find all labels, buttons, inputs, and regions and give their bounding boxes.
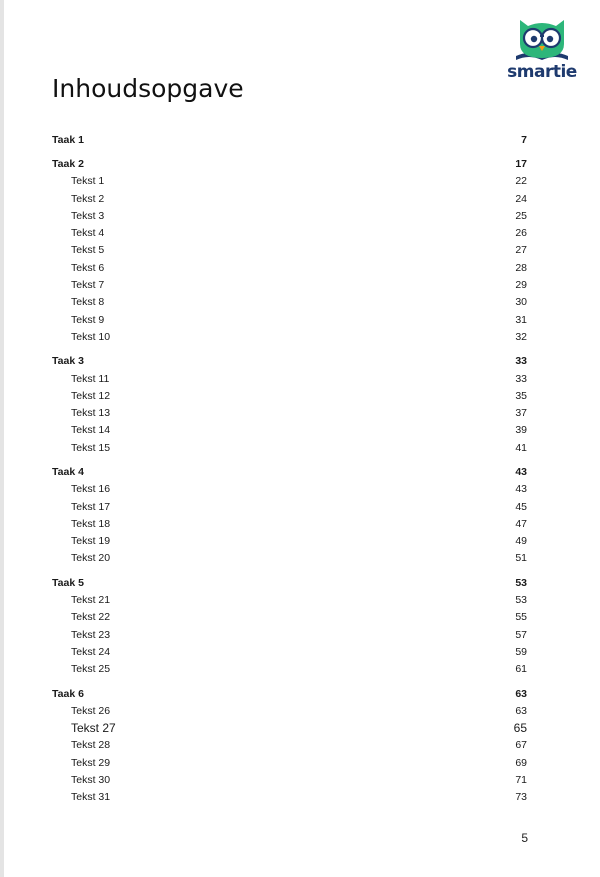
toc-entry-page: 51 [515, 552, 527, 565]
toc-task-label: Taak 6 [52, 687, 84, 700]
toc-entry-page: 30 [515, 296, 527, 309]
toc-task-row[interactable] [52, 463, 528, 480]
toc-entry-label: Tekst 22 [71, 611, 111, 624]
toc-section [52, 353, 528, 457]
toc-entry-page: 22 [515, 175, 527, 188]
toc-entry-page: 71 [515, 774, 527, 787]
toc-entry-page: 37 [515, 407, 527, 420]
toc-entry-row[interactable] [52, 515, 528, 532]
toc-section [52, 685, 528, 806]
toc-section [52, 574, 528, 678]
owl-logo-icon [506, 14, 578, 64]
toc-entry-row[interactable] [52, 550, 528, 567]
toc-entry-label: Tekst 12 [71, 389, 111, 402]
toc-entry-page: 39 [515, 424, 527, 437]
toc-task-row[interactable] [52, 155, 528, 172]
toc-entry-page: 45 [515, 500, 527, 513]
toc-entry-row[interactable] [52, 404, 528, 421]
table-of-contents [52, 131, 528, 813]
toc-entry-row[interactable] [52, 311, 528, 328]
toc-entry-label: Tekst 8 [71, 296, 105, 309]
toc-entry-label: Tekst 28 [71, 739, 111, 752]
toc-entry-page: 57 [515, 628, 527, 641]
toc-entry-row[interactable] [52, 173, 528, 190]
toc-entry-label: Tekst 13 [71, 407, 111, 420]
toc-task-label: Taak 4 [52, 465, 84, 478]
toc-task-row[interactable] [52, 131, 528, 148]
toc-entry-row[interactable] [52, 481, 528, 498]
toc-entry-page: 47 [515, 517, 527, 530]
toc-entry-label: Tekst 30 [71, 774, 111, 787]
toc-entry-page: 65 [513, 721, 527, 736]
toc-entry-row[interactable] [52, 207, 528, 224]
brand-logo [506, 14, 578, 86]
toc-entry-label: Tekst 26 [71, 704, 111, 717]
toc-entry-label: Tekst 27 [71, 721, 116, 736]
toc-entry-label: Tekst 23 [71, 628, 111, 641]
toc-task-page: 43 [515, 465, 527, 478]
toc-entry-page: 55 [515, 611, 527, 624]
toc-entry-row[interactable] [52, 643, 528, 660]
toc-entry-row[interactable] [52, 328, 528, 345]
toc-task-row[interactable] [52, 353, 528, 370]
toc-task-label: Taak 1 [52, 133, 84, 146]
toc-entry-page: 29 [515, 279, 527, 292]
toc-section [52, 463, 528, 567]
toc-entry-label: Tekst 25 [71, 663, 111, 676]
toc-task-label: Taak 2 [52, 157, 84, 170]
toc-entry-page: 33 [515, 372, 527, 385]
toc-entry-label: Tekst 7 [71, 279, 105, 292]
toc-entry-page: 24 [515, 192, 527, 205]
toc-entry-page: 31 [515, 313, 527, 326]
toc-task-label: Taak 5 [52, 576, 84, 589]
toc-entry-page: 26 [515, 227, 527, 240]
toc-entry-label: Tekst 21 [71, 594, 111, 607]
toc-task-row[interactable] [52, 685, 528, 702]
toc-entry-page: 63 [515, 704, 527, 717]
toc-entry-label: Tekst 2 [71, 192, 105, 205]
toc-entry-row[interactable] [52, 609, 528, 626]
toc-entry-row[interactable] [52, 789, 528, 806]
toc-task-label: Taak 3 [52, 355, 84, 368]
toc-entry-label: Tekst 3 [71, 209, 105, 222]
toc-entry-page: 61 [515, 663, 527, 676]
toc-task-page: 53 [515, 576, 527, 589]
toc-entry-label: Tekst 31 [71, 791, 111, 804]
toc-entry-row[interactable] [52, 387, 528, 404]
brand-name: smartie [507, 62, 577, 82]
toc-entry-row[interactable] [52, 439, 528, 456]
page-title: Inhoudsopgave [52, 74, 244, 103]
toc-entry-page: 49 [515, 535, 527, 548]
toc-entry-page: 35 [515, 389, 527, 402]
toc-entry-row[interactable] [52, 294, 528, 311]
toc-entry-page: 43 [515, 483, 527, 496]
toc-entry-label: Tekst 19 [71, 535, 111, 548]
toc-entry-label: Tekst 20 [71, 552, 111, 565]
toc-entry-row[interactable] [52, 771, 528, 788]
toc-entry-label: Tekst 17 [71, 500, 111, 513]
toc-entry-row[interactable] [52, 422, 528, 439]
toc-task-page: 33 [515, 355, 527, 368]
toc-entry-row[interactable] [52, 276, 528, 293]
toc-entry-row[interactable] [52, 661, 528, 678]
toc-entry-page: 59 [515, 645, 527, 658]
toc-entry-page: 53 [515, 594, 527, 607]
toc-task-page: 17 [515, 157, 527, 170]
toc-entry-label: Tekst 14 [71, 424, 111, 437]
toc-entry-label: Tekst 18 [71, 517, 111, 530]
toc-entry-page: 27 [515, 244, 527, 257]
toc-entry-row[interactable] [52, 702, 528, 719]
toc-entry-page: 32 [515, 330, 527, 343]
toc-entry-page: 69 [515, 756, 527, 769]
toc-section [52, 155, 528, 345]
toc-entry-label: Tekst 10 [71, 330, 111, 343]
toc-entry-row[interactable] [52, 737, 528, 754]
toc-entry-label: Tekst 4 [71, 227, 105, 240]
toc-entry-row[interactable] [52, 259, 528, 276]
toc-entry-label: Tekst 5 [71, 244, 105, 257]
toc-entry-row[interactable] [52, 242, 528, 259]
toc-entry-label: Tekst 6 [71, 261, 105, 274]
toc-entry-label: Tekst 11 [71, 372, 110, 385]
toc-entry-row[interactable] [52, 754, 528, 771]
toc-entry-label: Tekst 29 [71, 756, 111, 769]
toc-entry-row[interactable] [52, 370, 528, 387]
toc-entry-row[interactable] [52, 190, 528, 207]
toc-entry-row[interactable] [52, 533, 528, 550]
toc-entry-row[interactable] [52, 498, 528, 515]
toc-entry-page: 73 [515, 791, 527, 804]
toc-entry-label: Tekst 16 [71, 483, 111, 496]
toc-entry-label: Tekst 24 [71, 645, 111, 658]
toc-entry-row[interactable] [52, 591, 528, 608]
toc-entry-row[interactable] [52, 224, 528, 241]
toc-entry-page: 41 [515, 441, 527, 454]
toc-task-row[interactable] [52, 574, 528, 591]
toc-entry-row[interactable] [52, 626, 528, 643]
toc-entry-page: 28 [515, 261, 527, 274]
toc-entry-label: Tekst 9 [71, 313, 105, 326]
toc-entry-page: 25 [515, 209, 527, 222]
page-number: 5 [521, 831, 528, 845]
toc-task-page: 7 [521, 133, 527, 146]
toc-entry-label: Tekst 1 [71, 175, 105, 188]
toc-section [52, 131, 528, 148]
toc-entry-row[interactable] [52, 720, 528, 737]
page-edge-shadow [0, 0, 4, 877]
toc-entry-page: 67 [515, 739, 527, 752]
toc-entry-label: Tekst 15 [71, 441, 111, 454]
toc-task-page: 63 [515, 687, 527, 700]
